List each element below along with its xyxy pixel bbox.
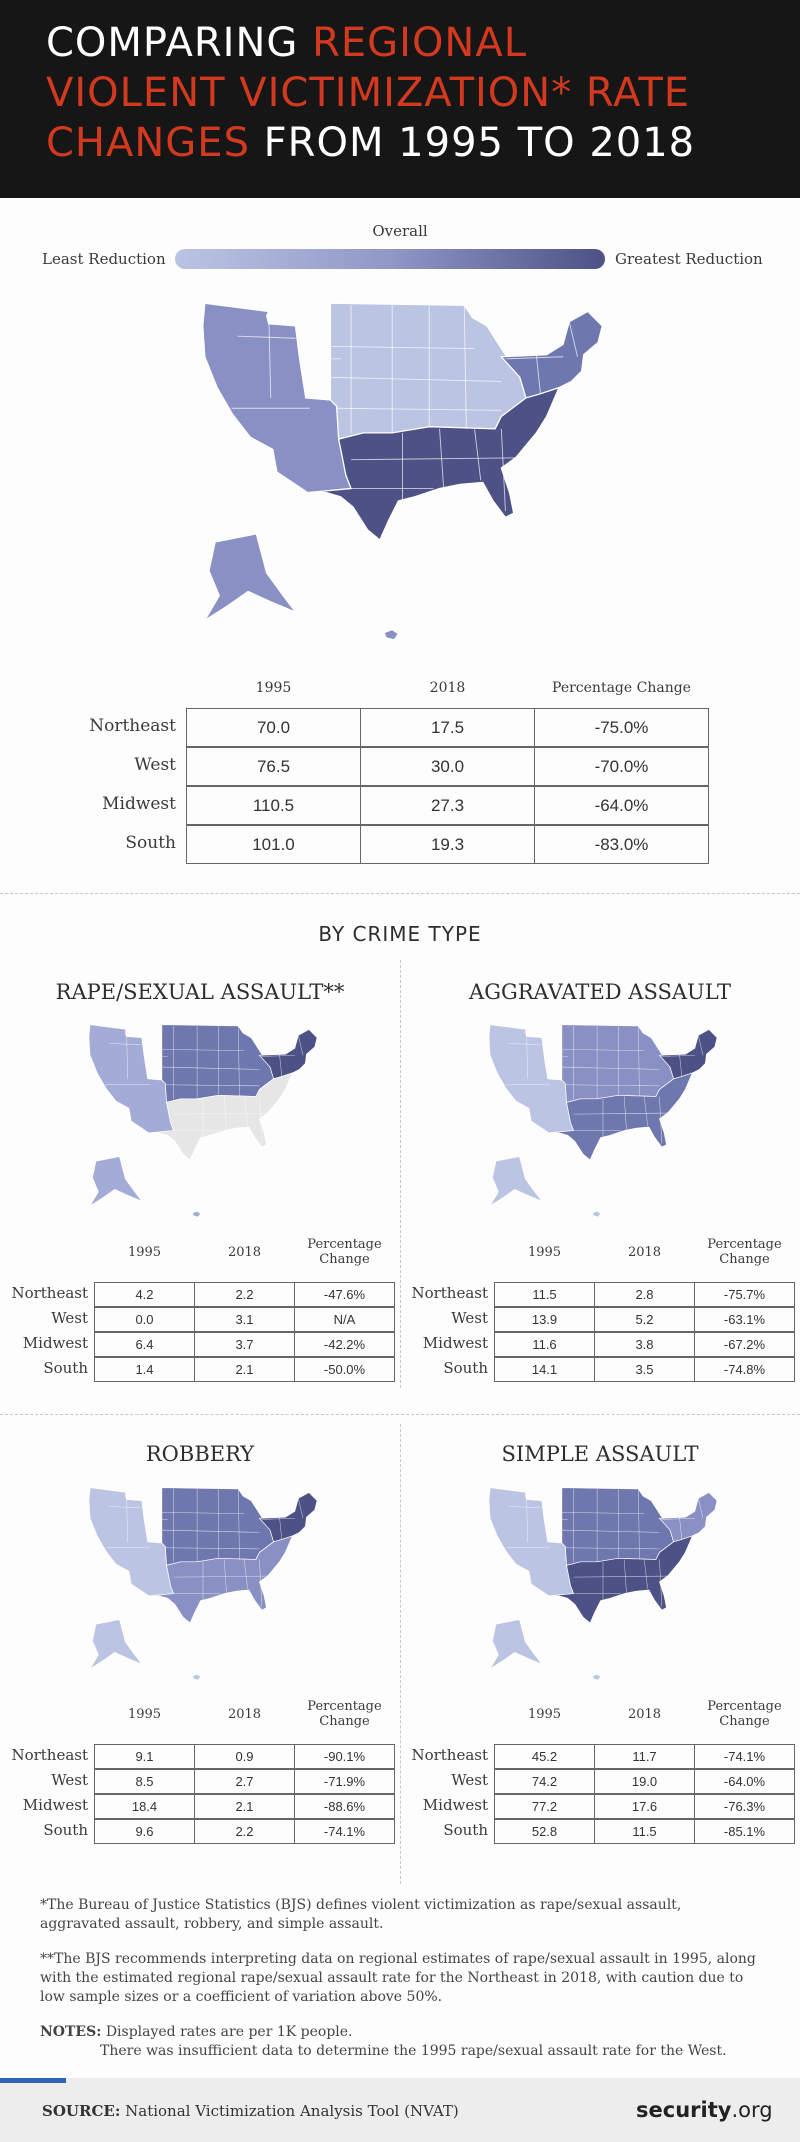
table-cell: -74.1% [294, 1819, 395, 1844]
table-cell: 3.7 [194, 1332, 295, 1357]
source-text: National Victimization Analysis Tool (NVAT) [120, 2102, 459, 2120]
title-text: COMPARING [46, 20, 313, 66]
table-cell: 76.5 [186, 747, 361, 786]
row-label-northeast: Northeast [11, 1284, 88, 1302]
map-region-west [489, 1025, 574, 1133]
column-header-y1995: 1995 [127, 1244, 162, 1260]
row-label-south: South [43, 1359, 88, 1377]
row-label-midwest: Midwest [22, 1334, 88, 1352]
table-cell: 17.6 [594, 1794, 695, 1819]
table-cell: 18.4 [94, 1794, 195, 1819]
table-cell: 2.2 [194, 1819, 295, 1844]
source-label: SOURCE: [42, 2102, 121, 2120]
title-line-1 [46, 18, 800, 68]
map-region-west [90, 1619, 142, 1668]
row-label-midwest: Midwest [102, 794, 176, 814]
overall-us-map [130, 295, 675, 645]
table-cell: 101.0 [186, 825, 361, 864]
map-region-midwest [330, 303, 526, 439]
table-cell: 74.2 [494, 1769, 595, 1794]
map-region-midwest [562, 1025, 674, 1103]
color-scale [0, 222, 800, 272]
table-cell: -71.9% [294, 1769, 395, 1794]
table-cell: -74.1% [694, 1744, 795, 1769]
table-cell: 13.9 [494, 1307, 595, 1332]
note-1: Displayed rates are per 1K people. [105, 2024, 353, 2040]
row-label-west: West [51, 1771, 88, 1789]
map-region-west [89, 1025, 174, 1133]
table-cell: 9.6 [94, 1819, 195, 1844]
column-header-pct: Change [719, 1714, 770, 1729]
table-cell: -83.0% [534, 825, 709, 864]
row-label-west: West [134, 755, 176, 775]
table-cell: 5.2 [594, 1307, 695, 1332]
table-cell: 3.5 [594, 1357, 695, 1382]
table-cell: 2.2 [194, 1282, 295, 1307]
table-cell: 14.1 [494, 1357, 595, 1382]
column-header-pct: Percentage [707, 1237, 782, 1252]
table-cell: -67.2% [694, 1332, 795, 1357]
scale-greatest-label: Greatest Reduction [615, 250, 763, 268]
panel-title-aggravated: AGGRAVATED ASSAULT [469, 980, 731, 1004]
panel-title-rape: RAPE/SEXUAL ASSAULT** [55, 980, 345, 1004]
note-2: There was insufficient data to determine the 1995 rape/sexual assault rate for the West. [100, 2043, 727, 2059]
title-text-highlight: CHANGES [46, 120, 250, 166]
map-region-west [192, 1211, 200, 1217]
row-label-midwest: Midwest [422, 1334, 488, 1352]
table-cell: -47.6% [294, 1282, 395, 1307]
table-cell: 17.5 [360, 708, 535, 747]
map-region-west [490, 1619, 542, 1668]
notes [40, 2023, 760, 2061]
map-region-west [205, 534, 296, 620]
map-region-west [192, 1674, 200, 1680]
title-text: FROM 1995 TO 2018 [249, 120, 696, 166]
divider [400, 960, 401, 1388]
scale-title: Overall [372, 222, 428, 240]
table-cell: -85.1% [694, 1819, 795, 1844]
table-cell: 4.2 [94, 1282, 195, 1307]
row-label-west: West [451, 1309, 488, 1327]
section-title: BY CRIME TYPE [318, 922, 482, 946]
table-cell: -90.1% [294, 1744, 395, 1769]
column-header-y2018: 2018 [627, 1706, 662, 1722]
table-cell: -88.6% [294, 1794, 395, 1819]
map-region-midwest [162, 1025, 274, 1103]
divider [0, 893, 800, 894]
table-cell: 45.2 [494, 1744, 595, 1769]
security-org-logo[interactable] [636, 2098, 773, 2122]
scale-gradient-bar [175, 249, 605, 269]
map-region-west [489, 1488, 574, 1596]
map-region-midwest [562, 1488, 674, 1566]
table-cell: 19.3 [360, 825, 535, 864]
table-cell: 0.9 [194, 1744, 295, 1769]
table-cell: -64.0% [694, 1769, 795, 1794]
table-cell: -74.8% [694, 1357, 795, 1382]
table-cell: 19.0 [594, 1769, 695, 1794]
column-header-y2018: 2018 [227, 1244, 262, 1260]
row-label-northeast: Northeast [89, 716, 176, 736]
table-cell: N/A [294, 1307, 395, 1332]
row-label-south: South [43, 1821, 88, 1839]
map-region-west [203, 303, 351, 492]
column-header-y1995: 1995 [255, 680, 292, 696]
header [0, 0, 800, 198]
row-label-northeast: Northeast [411, 1746, 488, 1764]
column-header-pct: Change [319, 1714, 370, 1729]
table-cell: 3.1 [194, 1307, 295, 1332]
table-cell: 11.5 [494, 1282, 595, 1307]
footnote-1: *The Bureau of Justice Statistics (BJS) defines violent victimization as rape/sexual assault, aggravated assault, robbery, and simple assault. [40, 1897, 682, 1932]
simple-assault-map [448, 1483, 758, 1683]
column-header-pct: Change [319, 1252, 370, 1267]
title-line-2: VIOLENT VICTIMIZATION* RATE [46, 70, 691, 116]
title-line-3 [46, 118, 800, 168]
map-region-west [384, 630, 398, 640]
map-region-west [89, 1488, 174, 1596]
row-label-south: South [443, 1359, 488, 1377]
row-label-west: West [451, 1771, 488, 1789]
table-cell: -76.3% [694, 1794, 795, 1819]
map-region-midwest [162, 1488, 274, 1566]
table-cell: 8.5 [94, 1769, 195, 1794]
table-cell: -42.2% [294, 1332, 395, 1357]
table-cell: 2.7 [194, 1769, 295, 1794]
column-header-pct: Percentage [307, 1237, 382, 1252]
table-cell: -70.0% [534, 747, 709, 786]
map-region-west [592, 1211, 600, 1217]
table-cell: 9.1 [94, 1744, 195, 1769]
row-label-northeast: Northeast [411, 1284, 488, 1302]
table-cell: 11.6 [494, 1332, 595, 1357]
panel-title-simple: SIMPLE ASSAULT [501, 1442, 699, 1466]
notes-label: NOTES: [40, 2024, 102, 2040]
divider [0, 1414, 800, 1415]
scale-least-label: Least Reduction [42, 250, 166, 268]
robbery-map [48, 1483, 358, 1683]
aggravated-assault-map [448, 1020, 758, 1220]
row-label-midwest: Midwest [22, 1796, 88, 1814]
map-region-west [490, 1156, 542, 1205]
column-header-pct: Percentage [707, 1699, 782, 1714]
map-region-west [90, 1156, 142, 1205]
source [42, 2102, 459, 2120]
panel-title-robbery: ROBBERY [145, 1442, 255, 1466]
table-cell: -75.7% [694, 1282, 795, 1307]
map-region-west [592, 1674, 600, 1680]
table-cell: 27.3 [360, 786, 535, 825]
table-cell: 11.7 [594, 1744, 695, 1769]
rape-sexual-assault-map [48, 1020, 358, 1220]
table-cell: -63.1% [694, 1307, 795, 1332]
column-header-pct: Percentage [307, 1699, 382, 1714]
source-accent [0, 2078, 66, 2083]
table-cell: 2.1 [194, 1357, 295, 1382]
table-cell: 1.4 [94, 1357, 195, 1382]
column-header-y1995: 1995 [127, 1706, 162, 1722]
table-cell: -64.0% [534, 786, 709, 825]
table-cell: -75.0% [534, 708, 709, 747]
row-label-northeast: Northeast [11, 1746, 88, 1764]
column-header-pct: Percentage Change [552, 680, 691, 696]
table-cell: 11.5 [594, 1819, 695, 1844]
logo-text-bold: security [636, 2098, 732, 2122]
table-cell: 2.1 [194, 1794, 295, 1819]
table-cell: 70.0 [186, 708, 361, 747]
row-label-west: West [51, 1309, 88, 1327]
table-cell: 77.2 [494, 1794, 595, 1819]
footnote-2: **The BJS recommends interpreting data on regional estimates of rape/sexual assault in 1995, along with the estimated regional rape/sexual assault rate for the Northeast in 2018, with caution due to low sample sizes or a coefficient of variation above 50%. [40, 1951, 756, 2005]
divider [400, 1424, 401, 1884]
row-label-south: South [443, 1821, 488, 1839]
row-label-midwest: Midwest [422, 1796, 488, 1814]
logo-text: .org [731, 2098, 773, 2122]
title-text-highlight: REGIONAL [312, 20, 527, 66]
column-header-y1995: 1995 [527, 1706, 562, 1722]
column-header-y2018: 2018 [429, 680, 466, 696]
table-cell: 110.5 [186, 786, 361, 825]
column-header-y2018: 2018 [227, 1706, 262, 1722]
table-cell: -50.0% [294, 1357, 395, 1382]
table-cell: 52.8 [494, 1819, 595, 1844]
table-cell: 30.0 [360, 747, 535, 786]
table-cell: 3.8 [594, 1332, 695, 1357]
row-label-south: South [125, 833, 176, 853]
table-cell: 6.4 [94, 1332, 195, 1357]
column-header-y1995: 1995 [527, 1244, 562, 1260]
column-header-pct: Change [719, 1252, 770, 1267]
column-header-y2018: 2018 [627, 1244, 662, 1260]
table-cell: 2.8 [594, 1282, 695, 1307]
table-cell: 0.0 [94, 1307, 195, 1332]
